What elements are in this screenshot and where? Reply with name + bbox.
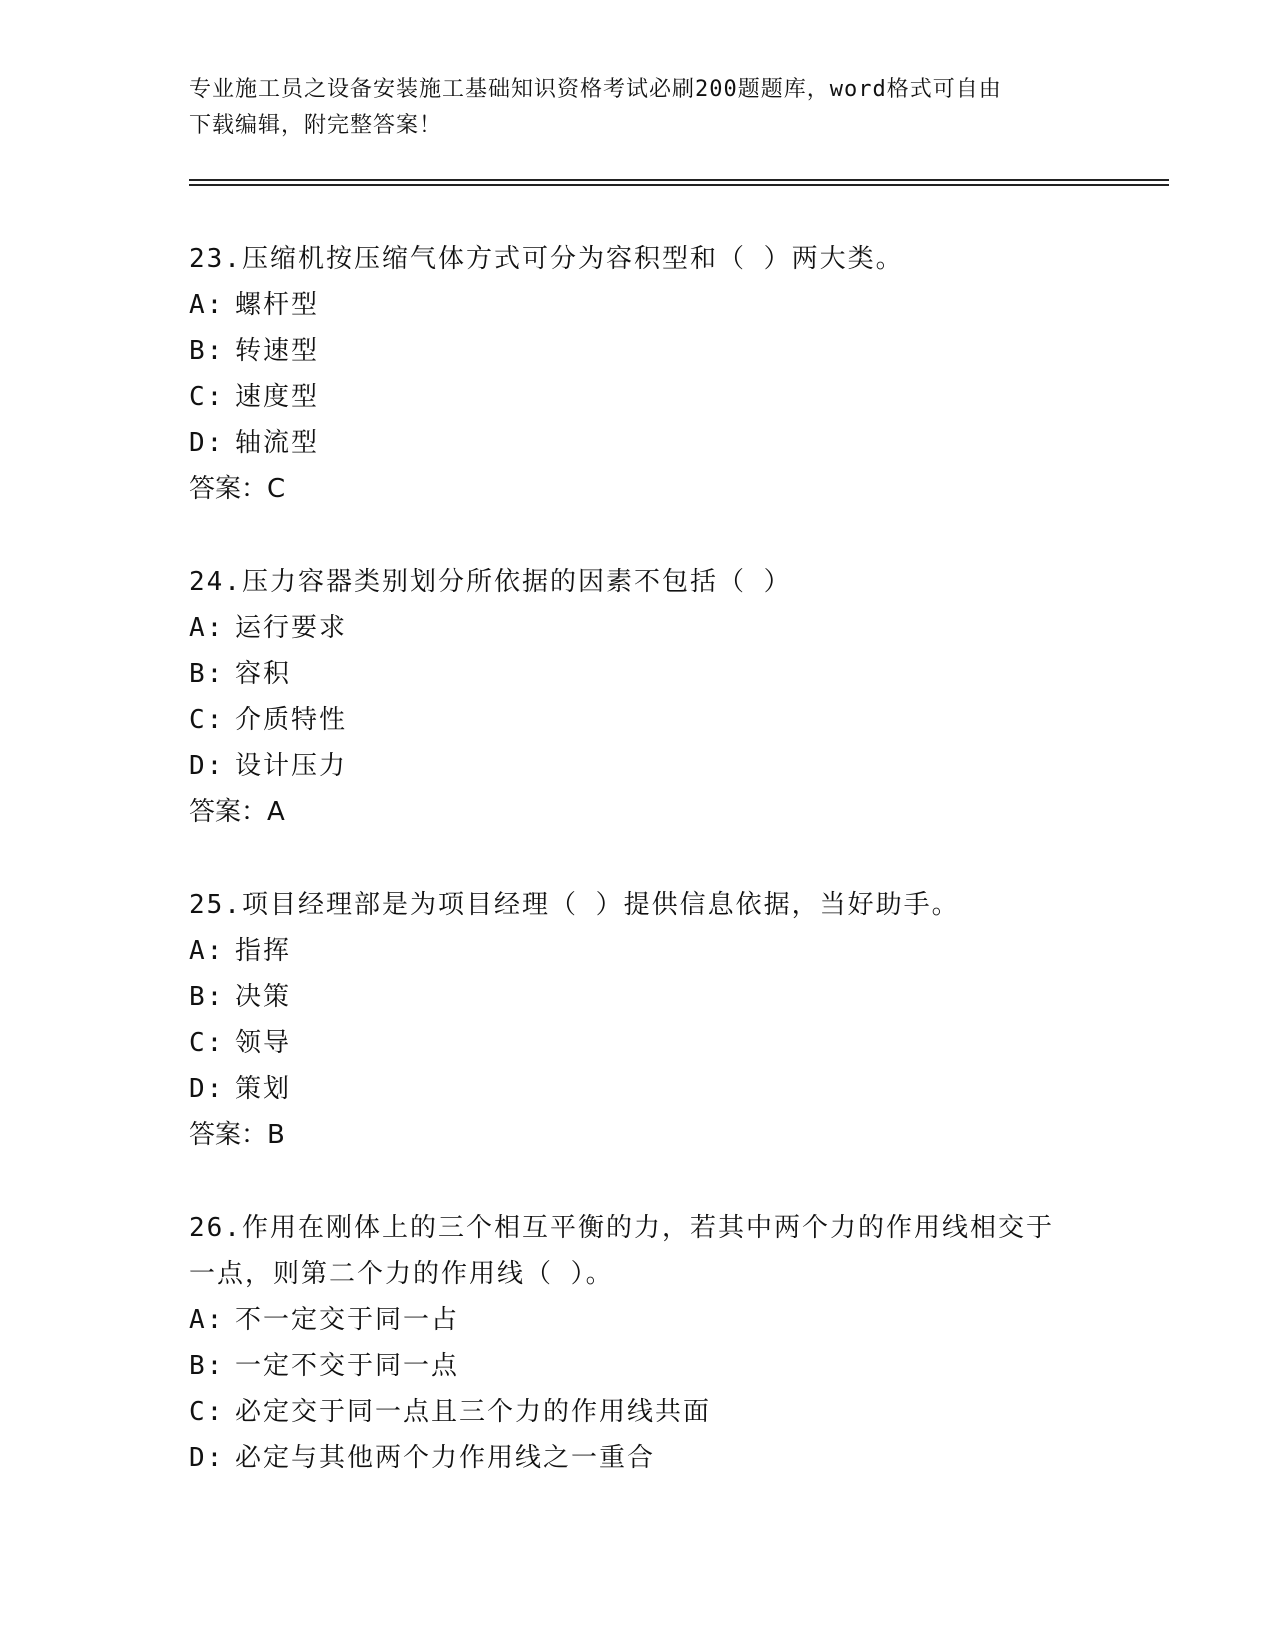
option-a xyxy=(189,282,1089,328)
question-26 xyxy=(189,1205,1089,1481)
answer-text: 答案：B xyxy=(189,1120,285,1150)
option-letter: D: xyxy=(189,1443,225,1473)
option-text: 速度型 xyxy=(235,382,320,412)
header-line-2: 下载编辑，附完整答案！ xyxy=(189,113,443,138)
answer-text: 答案：A xyxy=(189,797,285,827)
option-text: 策划 xyxy=(235,1074,292,1104)
option-d xyxy=(189,420,1089,466)
option-d xyxy=(189,743,1089,789)
option-d xyxy=(189,1066,1089,1112)
question-23 xyxy=(189,236,1089,512)
option-letter: B: xyxy=(189,336,225,366)
option-text: 不一定交于同一占 xyxy=(235,1305,460,1335)
option-b xyxy=(189,974,1089,1020)
option-a xyxy=(189,928,1089,974)
header-line-1: 专业施工员之设备安装施工基础知识资格考试必刷200题题库，word格式可自由 xyxy=(189,77,1002,102)
option-letter: C: xyxy=(189,1028,225,1058)
question-stem: 23.压缩机按压缩气体方式可分为容积型和（ ）两大类。 xyxy=(189,244,904,274)
option-text: 转速型 xyxy=(235,336,320,366)
option-text: 必定与其他两个力作用线之一重合 xyxy=(235,1443,656,1473)
question-stem-line-1: 26.作用在刚体上的三个相互平衡的力，若其中两个力的作用线相交于 xyxy=(189,1213,1054,1243)
option-letter: C: xyxy=(189,705,225,735)
option-letter: C: xyxy=(189,1397,225,1427)
option-letter: B: xyxy=(189,1351,225,1381)
option-b xyxy=(189,1343,1089,1389)
option-letter: A: xyxy=(189,290,225,320)
option-c xyxy=(189,374,1089,420)
header-divider-bottom xyxy=(189,184,1169,186)
option-text: 运行要求 xyxy=(235,613,348,643)
question-stem-line-2: 一点，则第二个力的作用线（ ）。 xyxy=(189,1259,614,1289)
option-c xyxy=(189,1020,1089,1066)
question-stem: 24.压力容器类别划分所依据的因素不包括（ ） xyxy=(189,567,792,597)
option-c xyxy=(189,697,1089,743)
option-text: 轴流型 xyxy=(235,428,320,458)
option-c xyxy=(189,1389,1089,1435)
question-25 xyxy=(189,882,1089,1158)
option-b xyxy=(189,328,1089,374)
option-text: 决策 xyxy=(235,982,292,1012)
option-letter: C: xyxy=(189,382,225,412)
option-letter: A: xyxy=(189,613,225,643)
option-letter: B: xyxy=(189,982,225,1012)
option-a xyxy=(189,1297,1089,1343)
option-b xyxy=(189,651,1089,697)
option-letter: D: xyxy=(189,428,225,458)
option-a xyxy=(189,605,1089,651)
option-text: 螺杆型 xyxy=(235,290,320,320)
option-text: 一定不交于同一点 xyxy=(235,1351,460,1381)
option-text: 设计压力 xyxy=(235,751,348,781)
option-letter: D: xyxy=(189,751,225,781)
option-text: 介质特性 xyxy=(235,705,348,735)
option-d xyxy=(189,1435,1089,1481)
option-text: 领导 xyxy=(235,1028,292,1058)
header-divider-top xyxy=(189,179,1169,181)
option-letter: D: xyxy=(189,1074,225,1104)
page-header xyxy=(189,72,1089,144)
answer-text: 答案：C xyxy=(189,474,286,504)
question-24 xyxy=(189,559,1089,835)
option-text: 容积 xyxy=(235,659,292,689)
option-letter: A: xyxy=(189,1305,225,1335)
option-letter: B: xyxy=(189,659,225,689)
option-letter: A: xyxy=(189,936,225,966)
question-stem: 25.项目经理部是为项目经理（ ）提供信息依据，当好助手。 xyxy=(189,890,960,920)
option-text: 必定交于同一点且三个力的作用线共面 xyxy=(235,1397,712,1427)
option-text: 指挥 xyxy=(235,936,292,966)
